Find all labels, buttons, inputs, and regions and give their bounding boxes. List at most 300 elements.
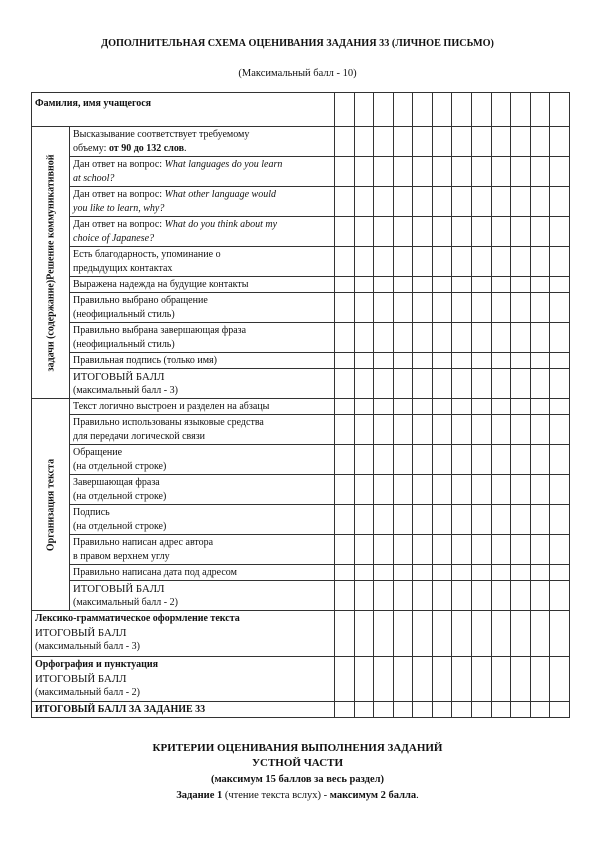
score-cell[interactable] [374, 369, 394, 399]
score-cell[interactable] [374, 581, 394, 611]
score-cell[interactable] [550, 157, 570, 187]
score-cell[interactable] [550, 445, 570, 475]
score-cell[interactable] [432, 415, 452, 445]
score-cell[interactable] [374, 353, 394, 369]
score-cell[interactable] [550, 399, 570, 415]
score-cell[interactable] [432, 323, 452, 353]
score-cell[interactable] [491, 157, 511, 187]
score-cell[interactable] [413, 415, 433, 445]
score-cell[interactable] [550, 611, 570, 657]
score-cell[interactable] [335, 127, 355, 157]
score-cell[interactable] [452, 353, 472, 369]
score-cell[interactable] [374, 157, 394, 187]
score-cell[interactable] [452, 581, 472, 611]
score-cell[interactable] [472, 505, 492, 535]
score-cell[interactable] [452, 369, 472, 399]
score-cell[interactable] [511, 565, 531, 581]
score-cell[interactable] [511, 611, 531, 657]
score-cell[interactable] [452, 157, 472, 187]
score-cell[interactable] [354, 445, 374, 475]
score-cell[interactable] [413, 369, 433, 399]
score-cell[interactable] [335, 445, 355, 475]
score-cell[interactable] [413, 293, 433, 323]
score-cell[interactable] [393, 445, 413, 475]
score-cell[interactable] [511, 157, 531, 187]
score-cell[interactable] [354, 93, 374, 127]
score-cell[interactable] [491, 445, 511, 475]
criterion-line: (на отдельной строке) [73, 491, 167, 502]
score-cell[interactable] [472, 93, 492, 127]
score-cell[interactable] [374, 702, 394, 718]
score-cell[interactable] [452, 247, 472, 277]
score-cell[interactable] [550, 505, 570, 535]
score-cell[interactable] [472, 399, 492, 415]
score-cell[interactable] [491, 293, 511, 323]
score-cell[interactable] [374, 293, 394, 323]
score-cell[interactable] [511, 93, 531, 127]
criterion-text: . [183, 143, 187, 154]
criterion-italic: choice of Japanese? [73, 233, 155, 244]
score-cell[interactable] [354, 323, 374, 353]
score-cell[interactable] [432, 187, 452, 217]
score-cell[interactable] [354, 247, 374, 277]
score-cell[interactable] [413, 323, 433, 353]
score-cell[interactable] [550, 353, 570, 369]
score-cell[interactable] [550, 535, 570, 565]
score-cell[interactable] [374, 565, 394, 581]
score-cell[interactable] [335, 399, 355, 415]
criterion-cell [70, 353, 335, 369]
score-cell[interactable] [511, 247, 531, 277]
score-cell[interactable] [335, 415, 355, 445]
score-cell[interactable] [491, 187, 511, 217]
score-cell[interactable] [354, 702, 374, 718]
criterion-cell [70, 581, 335, 611]
score-cell[interactable] [413, 127, 433, 157]
score-cell[interactable] [550, 581, 570, 611]
score-cell[interactable] [491, 581, 511, 611]
score-cell[interactable] [511, 702, 531, 718]
score-cell[interactable] [491, 323, 511, 353]
score-cell[interactable] [374, 247, 394, 277]
score-cell[interactable] [530, 415, 550, 445]
score-cell[interactable] [413, 611, 433, 657]
score-cell[interactable] [354, 293, 374, 323]
score-cell[interactable] [472, 157, 492, 187]
score-cell[interactable] [393, 127, 413, 157]
score-cell[interactable] [354, 475, 374, 505]
score-cell[interactable] [472, 247, 492, 277]
score-cell[interactable] [413, 399, 433, 415]
score-cell[interactable] [393, 475, 413, 505]
score-cell[interactable] [432, 657, 452, 702]
score-cell[interactable] [374, 445, 394, 475]
score-cell[interactable] [491, 702, 511, 718]
score-cell[interactable] [354, 187, 374, 217]
score-cell[interactable] [432, 293, 452, 323]
score-cell[interactable] [335, 323, 355, 353]
score-cell[interactable] [354, 535, 374, 565]
score-cell[interactable] [432, 505, 452, 535]
score-cell[interactable] [335, 475, 355, 505]
score-cell[interactable] [491, 657, 511, 702]
score-cell[interactable] [452, 611, 472, 657]
score-cell[interactable] [432, 247, 452, 277]
score-cell[interactable] [491, 565, 511, 581]
score-cell[interactable] [432, 445, 452, 475]
score-cell[interactable] [413, 565, 433, 581]
score-cell[interactable] [530, 247, 550, 277]
score-cell[interactable] [374, 277, 394, 293]
score-cell[interactable] [491, 217, 511, 247]
score-cell[interactable] [393, 293, 413, 323]
score-cell[interactable] [432, 399, 452, 415]
score-cell[interactable] [550, 475, 570, 505]
score-cell[interactable] [374, 217, 394, 247]
score-cell[interactable] [413, 187, 433, 217]
score-cell[interactable] [335, 247, 355, 277]
criterion-line: Правильно написан адрес автора [73, 537, 214, 548]
criterion-line: Завершающая фраза [73, 477, 160, 488]
score-cell[interactable] [472, 415, 492, 445]
score-cell[interactable] [550, 277, 570, 293]
score-cell[interactable] [550, 657, 570, 702]
score-cell[interactable] [432, 611, 452, 657]
score-cell[interactable] [511, 127, 531, 157]
score-cell[interactable] [452, 445, 472, 475]
criterion-cell [70, 157, 335, 187]
organization-criterion-row [32, 505, 570, 535]
score-cell[interactable] [452, 187, 472, 217]
organization-criterion-row [32, 475, 570, 505]
score-cell[interactable] [354, 415, 374, 445]
score-cell[interactable] [550, 93, 570, 127]
score-cell[interactable] [354, 657, 374, 702]
content-criterion-row [32, 369, 570, 399]
score-cell[interactable] [374, 127, 394, 157]
score-cell[interactable] [335, 505, 355, 535]
score-cell[interactable] [393, 247, 413, 277]
score-cell[interactable] [452, 565, 472, 581]
criterion-text: Дан ответ на вопрос: [73, 159, 165, 170]
score-cell[interactable] [393, 611, 413, 657]
score-cell[interactable] [511, 217, 531, 247]
score-cell[interactable] [511, 505, 531, 535]
score-cell[interactable] [393, 93, 413, 127]
score-cell[interactable] [491, 277, 511, 293]
score-cell[interactable] [393, 565, 413, 581]
criterion-line: Текст логично выстроен и разделен на абзацы [73, 401, 270, 412]
score-cell[interactable] [472, 187, 492, 217]
score-cell[interactable] [530, 187, 550, 217]
score-cell[interactable] [472, 475, 492, 505]
score-cell[interactable] [511, 581, 531, 611]
score-cell[interactable] [413, 475, 433, 505]
score-cell[interactable] [530, 127, 550, 157]
criterion-text: объему: [73, 143, 109, 154]
score-cell[interactable] [335, 157, 355, 187]
score-cell[interactable] [432, 157, 452, 187]
score-cell[interactable] [530, 702, 550, 718]
score-cell[interactable] [452, 415, 472, 445]
score-cell[interactable] [550, 702, 570, 718]
score-cell[interactable] [472, 293, 492, 323]
score-cell[interactable] [472, 353, 492, 369]
criterion-cell [70, 293, 335, 323]
score-cell[interactable] [550, 369, 570, 399]
score-cell[interactable] [491, 369, 511, 399]
score-cell[interactable] [472, 611, 492, 657]
score-cell[interactable] [335, 369, 355, 399]
score-cell[interactable] [550, 247, 570, 277]
score-cell[interactable] [530, 565, 550, 581]
criterion-line: Есть благодарность, упоминание о [73, 249, 221, 260]
score-cell[interactable] [472, 445, 492, 475]
score-cell[interactable] [393, 217, 413, 247]
score-cell[interactable] [511, 369, 531, 399]
score-cell[interactable] [530, 293, 550, 323]
score-cell[interactable] [354, 157, 374, 187]
score-cell[interactable] [393, 369, 413, 399]
score-cell[interactable] [511, 657, 531, 702]
score-cell[interactable] [472, 535, 492, 565]
score-cell[interactable] [354, 127, 374, 157]
score-cell[interactable] [413, 93, 433, 127]
score-cell[interactable] [491, 475, 511, 505]
score-cell[interactable] [374, 415, 394, 445]
score-cell[interactable] [413, 657, 433, 702]
score-cell[interactable] [393, 353, 413, 369]
score-cell[interactable] [354, 369, 374, 399]
score-cell[interactable] [511, 535, 531, 565]
score-cell[interactable] [530, 217, 550, 247]
score-cell[interactable] [530, 445, 550, 475]
score-cell[interactable] [530, 505, 550, 535]
score-cell[interactable] [550, 415, 570, 445]
score-cell[interactable] [413, 505, 433, 535]
score-cell[interactable] [550, 127, 570, 157]
score-cell[interactable] [511, 475, 531, 505]
score-cell[interactable] [335, 702, 355, 718]
criterion-cell [70, 535, 335, 565]
score-cell[interactable] [472, 581, 492, 611]
score-cell[interactable] [491, 399, 511, 415]
score-cell[interactable] [432, 277, 452, 293]
score-cell[interactable] [550, 187, 570, 217]
score-cell[interactable] [432, 702, 452, 718]
score-cell[interactable] [413, 445, 433, 475]
score-cell[interactable] [432, 217, 452, 247]
score-cell[interactable] [374, 505, 394, 535]
score-cell[interactable] [393, 581, 413, 611]
score-cell[interactable] [374, 657, 394, 702]
task-end: . [416, 790, 419, 801]
score-cell[interactable] [452, 293, 472, 323]
score-cell[interactable] [393, 399, 413, 415]
score-cell[interactable] [511, 187, 531, 217]
score-cell[interactable] [413, 535, 433, 565]
score-cell[interactable] [530, 323, 550, 353]
score-cell[interactable] [452, 399, 472, 415]
score-cell[interactable] [432, 535, 452, 565]
score-cell[interactable] [452, 475, 472, 505]
criterion-cell [70, 399, 335, 415]
score-cell[interactable] [413, 353, 433, 369]
score-cell[interactable] [452, 277, 472, 293]
score-cell[interactable] [354, 565, 374, 581]
score-cell[interactable] [472, 565, 492, 581]
score-cell[interactable] [413, 581, 433, 611]
score-cell[interactable] [452, 657, 472, 702]
score-cell[interactable] [491, 127, 511, 157]
score-cell[interactable] [374, 93, 394, 127]
assessment-table [31, 92, 570, 718]
score-cell[interactable] [491, 353, 511, 369]
score-cell[interactable] [374, 535, 394, 565]
criterion-text: Дан ответ на вопрос: [73, 219, 165, 230]
score-cell[interactable] [413, 247, 433, 277]
score-cell[interactable] [413, 702, 433, 718]
score-cell[interactable] [432, 369, 452, 399]
score-cell[interactable] [452, 217, 472, 247]
score-cell[interactable] [550, 217, 570, 247]
score-cell[interactable] [354, 505, 374, 535]
score-cell[interactable] [530, 475, 550, 505]
content-criterion-row [32, 127, 570, 157]
score-cell[interactable] [393, 187, 413, 217]
score-cell[interactable] [452, 127, 472, 157]
score-cell[interactable] [354, 611, 374, 657]
score-cell[interactable] [511, 323, 531, 353]
score-cell[interactable] [491, 93, 511, 127]
score-cell[interactable] [530, 157, 550, 187]
score-cell[interactable] [452, 93, 472, 127]
max-score-note: (Максимальный балл - 10) [238, 68, 357, 79]
score-cell[interactable] [491, 611, 511, 657]
score-cell[interactable] [472, 127, 492, 157]
score-cell[interactable] [491, 247, 511, 277]
score-cell[interactable] [491, 505, 511, 535]
organization-criterion-row [32, 581, 570, 611]
criterion-line: (на отдельной строке) [73, 521, 167, 532]
score-cell[interactable] [393, 277, 413, 293]
score-cell[interactable] [530, 399, 550, 415]
score-cell[interactable] [530, 277, 550, 293]
score-cell[interactable] [335, 353, 355, 369]
score-cell[interactable] [511, 445, 531, 475]
score-cell[interactable] [393, 157, 413, 187]
score-cell[interactable] [550, 565, 570, 581]
score-cell[interactable] [335, 535, 355, 565]
score-cell[interactable] [550, 323, 570, 353]
score-cell[interactable] [550, 293, 570, 323]
score-cell[interactable] [335, 293, 355, 323]
total-label: ИТОГОВЫЙ БАЛЛ [73, 371, 165, 383]
score-cell[interactable] [432, 565, 452, 581]
score-cell[interactable] [335, 93, 355, 127]
score-cell[interactable] [374, 399, 394, 415]
criterion-line: для передачи логической связи [73, 431, 206, 442]
score-cell[interactable] [354, 581, 374, 611]
score-cell[interactable] [530, 535, 550, 565]
score-cell[interactable] [452, 702, 472, 718]
score-cell[interactable] [432, 581, 452, 611]
score-cell[interactable] [530, 369, 550, 399]
score-cell[interactable] [472, 277, 492, 293]
score-cell[interactable] [354, 277, 374, 293]
score-cell[interactable] [432, 353, 452, 369]
score-cell[interactable] [472, 657, 492, 702]
score-cell[interactable] [472, 323, 492, 353]
score-cell[interactable] [511, 293, 531, 323]
score-cell[interactable] [354, 353, 374, 369]
score-cell[interactable] [354, 217, 374, 247]
score-cell[interactable] [530, 353, 550, 369]
score-cell[interactable] [335, 187, 355, 217]
score-cell[interactable] [452, 323, 472, 353]
score-cell[interactable] [393, 505, 413, 535]
criterion-cell [70, 127, 335, 157]
score-cell[interactable] [530, 93, 550, 127]
score-cell[interactable] [335, 217, 355, 247]
criterion-cell [70, 565, 335, 581]
score-cell[interactable] [511, 353, 531, 369]
score-cell[interactable] [511, 277, 531, 293]
score-cell[interactable] [530, 581, 550, 611]
criterion-line: (максимальный балл - 2) [73, 597, 178, 608]
score-cell[interactable] [374, 323, 394, 353]
task-max: максимум 2 балла [329, 790, 417, 801]
score-cell[interactable] [491, 415, 511, 445]
score-cell[interactable] [472, 702, 492, 718]
final-row [32, 702, 570, 718]
score-cell[interactable] [393, 657, 413, 702]
score-cell[interactable] [374, 187, 394, 217]
score-cell[interactable] [472, 217, 492, 247]
score-cell[interactable] [432, 93, 452, 127]
score-cell[interactable] [491, 535, 511, 565]
score-cell[interactable] [511, 399, 531, 415]
score-cell[interactable] [432, 127, 452, 157]
score-cell[interactable] [413, 277, 433, 293]
score-cell[interactable] [393, 702, 413, 718]
score-cell[interactable] [452, 505, 472, 535]
score-cell[interactable] [413, 217, 433, 247]
score-cell[interactable] [452, 535, 472, 565]
criterion-line: (максимальный балл - 3) [73, 385, 178, 396]
score-cell[interactable] [374, 611, 394, 657]
score-cell[interactable] [335, 565, 355, 581]
score-cell[interactable] [374, 475, 394, 505]
score-cell[interactable] [354, 399, 374, 415]
criterion-cell [70, 247, 335, 277]
score-cell[interactable] [393, 415, 413, 445]
score-cell[interactable] [530, 611, 550, 657]
score-cell[interactable] [530, 657, 550, 702]
score-cell[interactable] [432, 475, 452, 505]
score-cell[interactable] [393, 323, 413, 353]
criterion-line: предыдущих контактах [73, 263, 173, 274]
ortho-row [32, 657, 570, 702]
score-cell[interactable] [413, 157, 433, 187]
score-cell[interactable] [511, 415, 531, 445]
score-cell[interactable] [335, 277, 355, 293]
score-cell[interactable] [472, 369, 492, 399]
score-cell[interactable] [335, 581, 355, 611]
score-cell[interactable] [335, 657, 355, 702]
score-cell[interactable] [335, 611, 355, 657]
score-cell[interactable] [393, 535, 413, 565]
